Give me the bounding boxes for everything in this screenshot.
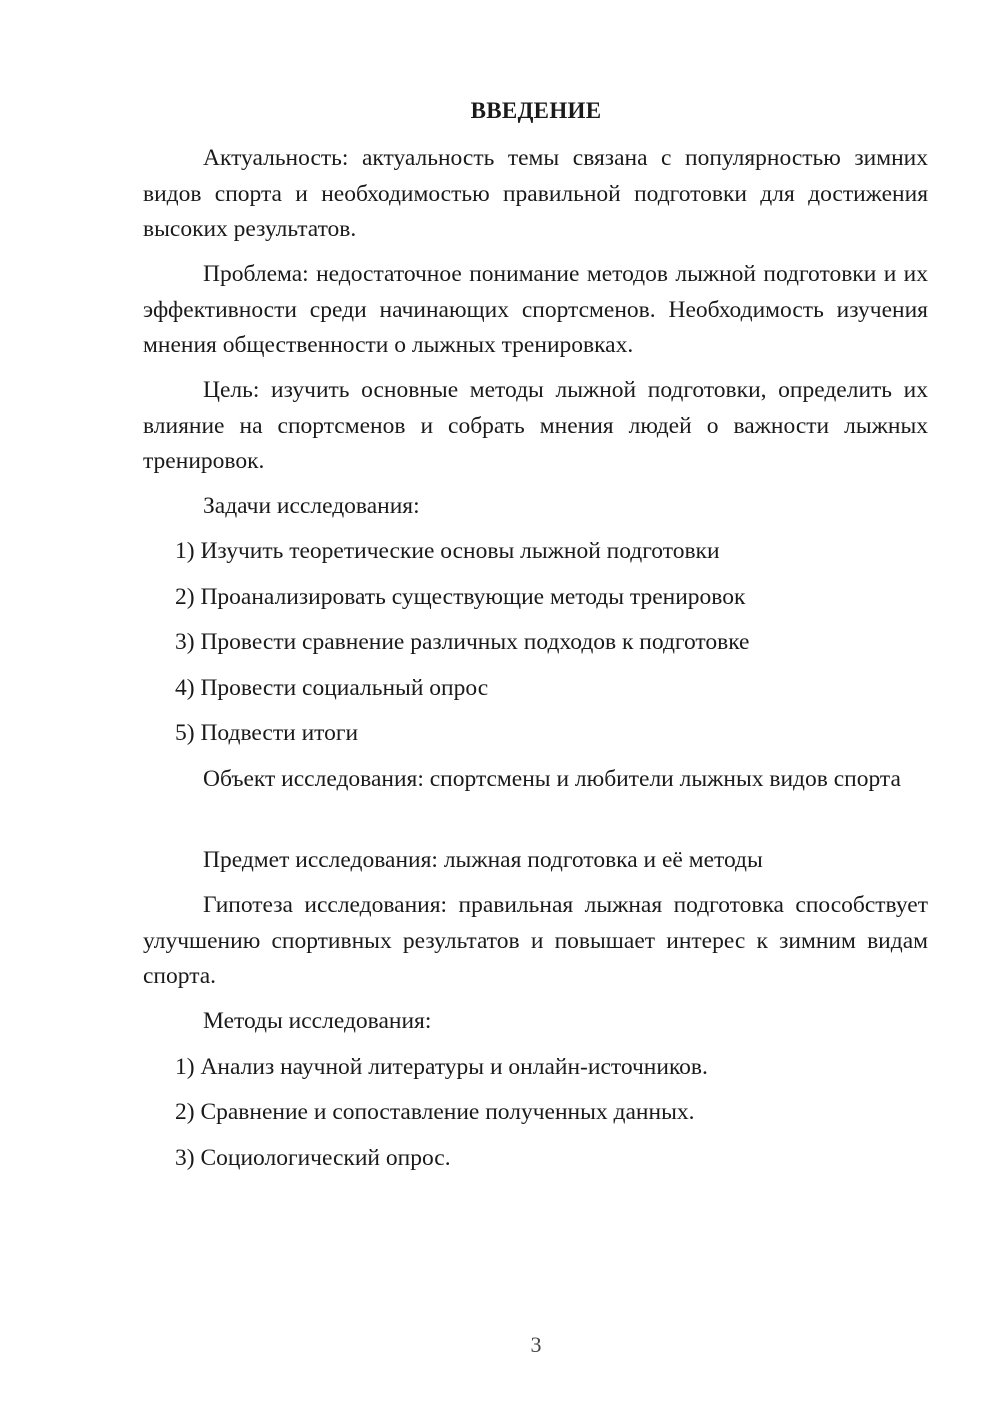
- page-number: 3: [530, 1332, 542, 1357]
- tasks-list-item-1: [143, 534, 928, 570]
- list-item: 3) Провести сравнение различных подходов к подготовке: [175, 629, 750, 655]
- tasks-list-item-4: [143, 671, 928, 707]
- tasks-list-item-2: [143, 580, 928, 616]
- list-item: 2) Сравнение и сопоставление полученных данных.: [175, 1099, 695, 1125]
- tasks-list-item-3: [143, 625, 928, 661]
- list-item: 5) Подвести итоги: [175, 720, 359, 746]
- methods-heading-paragraph: [143, 1004, 928, 1040]
- subject-text: Предмет исследования: лыжная подготовка и её методы: [203, 847, 763, 873]
- methods-list-item-3: [143, 1141, 928, 1177]
- list-item: 4) Провести социальный опрос: [175, 675, 489, 701]
- relevance-paragraph: [143, 141, 928, 248]
- methods-heading: Методы исследования:: [203, 1008, 432, 1034]
- goal-text: Цель: изучить основные методы лыжной подготовки, определить их влияние на спортсменов и собрать мнения людей о важности лыжных тренировок.: [143, 377, 928, 474]
- goal-paragraph: [143, 373, 928, 480]
- methods-list-item-1: [143, 1050, 928, 1086]
- tasks-heading: Задачи исследования:: [203, 493, 420, 519]
- tasks-list-item-5: [143, 716, 928, 752]
- list-item: 1) Анализ научной литературы и онлайн-источников.: [175, 1054, 708, 1080]
- list-item: 3) Социологический опрос.: [175, 1145, 451, 1171]
- list-item: 1) Изучить теоретические основы лыжной подготовки: [175, 538, 720, 564]
- object-paragraph: [143, 762, 928, 798]
- problem-paragraph: [143, 257, 928, 364]
- hypothesis-text: Гипотеза исследования: правильная лыжная подготовка способствует улучшению спортивных результатов и повышает интерес к зимним видам спорта.: [143, 892, 928, 989]
- page-title: ВВЕДЕНИЕ: [470, 98, 602, 123]
- object-text: Объект исследования: спортсмены и любители лыжных видов спорта: [203, 766, 901, 792]
- problem-text: Проблема: недостаточное понимание методов лыжной подготовки и их эффективности среди начинающих спортсменов. Необходимость изучения мнения общественности о лыжных тренировках.: [143, 261, 928, 358]
- list-item: 2) Проанализировать существующие методы тренировок: [175, 584, 746, 610]
- hypothesis-paragraph: [143, 888, 928, 995]
- subject-paragraph: [143, 843, 928, 879]
- methods-list-item-2: [143, 1095, 928, 1131]
- tasks-heading-paragraph: [143, 489, 928, 525]
- relevance-text: Актуальность: актуальность темы связана с популярностью зимних видов спорта и необходимостью правильной подготовки для достижения высоких результатов.: [143, 145, 928, 242]
